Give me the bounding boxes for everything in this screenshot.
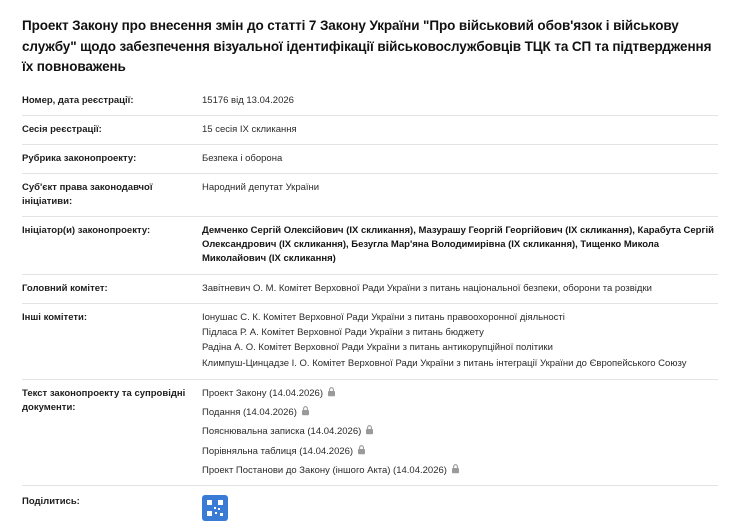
lock-icon [301,406,310,416]
table-row [22,217,718,274]
lock-icon [451,464,460,474]
table-row [22,94,718,115]
table-row [22,380,718,485]
page-title: Проект Закону про внесення змін до статті 7 Закону України "Про військовий обов'язок і військову службу" щодо забезпечення візуальної ідентифікації військовослужбовців ТЦК та СП та підтвердження їх повноважень [22,18,712,75]
document-link[interactable] [202,406,718,420]
rubric-label: Рубрика законопроекту: [22,153,137,165]
documents-label: Текст законопроекту та супровідні документи: [22,387,186,413]
table-row [22,116,718,144]
committee-item: Радіна А. О. Комітет Верховної Ради України з питань антикорупційної політики [202,342,553,354]
lock-icon [357,445,366,455]
registration-number-value: 15176 від 13.04.2026 [202,94,294,106]
main-committee-label: Головний комітет: [22,282,108,294]
share-row [22,486,718,526]
committee-item: Підласа Р. А. Комітет Верховної Ради України з питань бюджету [202,327,484,339]
lock-icon [327,387,336,397]
initiators-label: Ініціатор(и) законопроекту: [22,224,151,236]
rubric-value: Безпека і оборона [202,153,283,165]
document-link[interactable] [202,425,718,439]
document-link-label: Проект Постанови до Закону (іншого Акта) (14.04.2026) [202,464,447,476]
document-link-label: Порівняльна таблиця (14.04.2026) [202,445,354,457]
session-label: Сесія реєстрації: [22,123,102,135]
main-committee-value: Завітневич О. М. Комітет Верховної Ради України з питань національної безпеки, оборони та розвідки [202,282,652,294]
bill-metadata-table [22,94,718,526]
documents-list [202,380,718,485]
document-link[interactable] [202,387,718,401]
committee-item: Климпуш-Цинцадзе І. О. Комітет Верховної Ради України з питань інтеграції України до Європейського Союзу [202,357,687,369]
table-row [22,304,718,379]
share-buttons [202,486,718,526]
legislative-subject-label: Суб'єкт права законодавчої ініціативи: [22,182,153,208]
document-link-label: Проект Закону (14.04.2026) [202,387,324,399]
document-link-label: Пояснювальна записка (14.04.2026) [202,426,362,438]
document-link[interactable] [202,445,718,459]
qr-code-icon[interactable] [202,495,228,521]
initiators-value: Демченко Сергій Олексійович (IX скликання), Мазурашу Георгій Георгійович (IX скликання), Карабута Сергій Олександрович (IX скликання), Безугла Мар'яна Володимирівна (IX скликання), Тищенко Микола Миколайович (IX скликання) [202,224,714,265]
share-label: Поділитись: [22,496,80,508]
lock-icon [365,425,374,435]
session-value: 15 сесія IX скликання [202,123,297,135]
table-row [22,275,718,303]
table-row [22,145,718,173]
table-row [22,174,718,216]
document-link-label: Подання (14.04.2026) [202,407,297,419]
other-committees-label: Інші комітети: [22,311,88,323]
document-link[interactable] [202,464,718,478]
other-committees-value [202,304,718,379]
legislative-subject-value: Народний депутат України [202,182,320,194]
committee-item: Іонушас С. К. Комітет Верховної Ради України з питань правоохоронної діяльності [202,311,565,323]
registration-number-label: Номер, дата реєстрації: [22,94,134,106]
